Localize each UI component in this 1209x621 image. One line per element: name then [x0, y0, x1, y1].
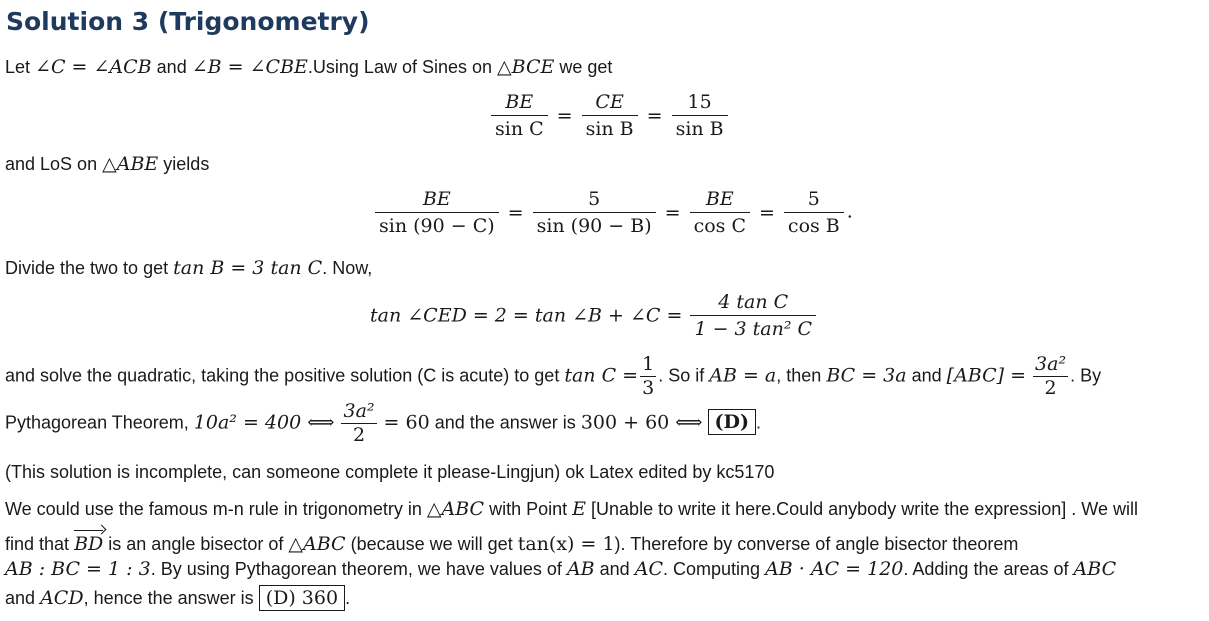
math-triangle-abc: △ABC	[426, 498, 485, 520]
math-tan-relation: tan B = 3 tan C	[173, 257, 323, 279]
text-segment: we get	[559, 57, 613, 77]
fraction: $\frac{BE}{\text{sin C}}$	[491, 89, 548, 142]
text-line-7	[5, 498, 1138, 520]
fraction: $\frac{BE}{\sin (90 - C)}$	[375, 186, 499, 239]
final-answer-box: (D) 360	[259, 585, 345, 611]
text-line-6: (This solution is incomplete, can someone complete it please-Lingjun) ok Latex edited by kc5170	[5, 462, 775, 482]
text-segment: . Computing	[662, 559, 761, 579]
text-segment: .	[345, 588, 351, 608]
answer-box: (D)	[708, 409, 756, 435]
text-segment: We could use the famous m-n rule in trigonometry in	[5, 499, 422, 519]
math-triangle-bce: △BCE	[497, 56, 555, 78]
page-title: Solution 3 (Trigonometry)	[6, 7, 370, 36]
text-segment: and solve the quadratic, taking the positive solution (C is acute) to get	[5, 365, 560, 386]
fraction: $\frac{\text{4 tan C}}{\text{1 − 3 tan² C}}$	[690, 289, 816, 342]
text-line-2	[5, 153, 209, 175]
text-segment: . Adding the areas of	[903, 559, 1069, 579]
math-triangle-abe: △ABE	[102, 153, 159, 175]
text-segment: [Unable to write it here.Could anybody write the expression] . We will	[591, 499, 1138, 519]
math-abc: ABC	[1073, 558, 1117, 580]
text-segment: yields	[163, 154, 210, 174]
text-segment: and	[599, 559, 630, 579]
math-equals-60: = 60	[383, 411, 430, 434]
math-angle-b: ∠B = ∠CBE	[191, 56, 308, 78]
math-sum: 300 + 60 ⟺	[580, 411, 703, 434]
math-pythagorean: 10a² = 400 ⟺	[193, 411, 335, 434]
equation-law-of-sines-bce: $\frac{BE}{\text{sin C}}$ = $\frac{CE}{\text{sin B}}$ = $\frac{15}{\text{sin B}}$	[488, 89, 731, 142]
text-segment: Divide the two to get	[5, 258, 169, 278]
text-segment: and LoS on	[5, 154, 98, 174]
text-line-5	[5, 400, 761, 447]
text-segment: , then	[776, 365, 822, 386]
fraction: $\frac{CE}{\text{sin B}}$	[582, 89, 638, 142]
math-product: AB · AC = 120	[765, 558, 904, 580]
math-tan-c: tan C =	[564, 364, 639, 387]
math-area-abc: [ABC] =	[946, 364, 1027, 387]
text-segment: Let	[5, 57, 31, 77]
math-triangle-abc: △ABC	[288, 533, 346, 555]
math-angle-c: ∠C = ∠ACB	[35, 56, 152, 78]
equation-tan-ced	[370, 289, 819, 342]
text-line-1	[5, 56, 612, 78]
math-ab: AB = a	[709, 364, 777, 387]
text-segment: and	[156, 57, 187, 77]
text-segment: (because we will get	[350, 534, 513, 554]
text-segment: . Now,	[322, 258, 373, 278]
math-tan-x: tan(x) = 1	[517, 533, 615, 555]
text-segment: Pythagorean Theorem,	[5, 412, 189, 433]
fraction: $\frac{\text{3a²}}{2}$	[343, 400, 375, 446]
text-segment: and	[5, 588, 36, 608]
fraction: $\frac{\text{3a²}}{2}$	[1035, 353, 1067, 399]
fraction: $\frac{5}{\sin (90 - B)}$	[533, 186, 656, 239]
fraction: $\frac{15}{\text{sin B}}$	[672, 89, 728, 142]
fraction: $\frac{BE}{\text{cos C}}$	[690, 186, 750, 239]
math-ac: AC	[634, 558, 663, 580]
text-segment: and the answer is	[434, 412, 576, 433]
text-segment: is an angle bisector of	[108, 534, 284, 554]
math-ab: AB	[566, 558, 595, 580]
text-segment: , hence the answer is	[83, 588, 254, 608]
text-segment: .Using Law of Sines on	[307, 57, 493, 77]
text-segment: .	[756, 412, 762, 433]
text-segment: . By using Pythagorean theorem, we have values of	[150, 559, 562, 579]
math-acd: ACD	[40, 587, 84, 609]
equation-law-of-sines-abe: $\frac{BE}{\sin (90 - C)}$ = $\frac{5}{\sin (90 - B)}$ = $\frac{BE}{\text{cos C}}$ = $\frac{5}{\text{cos B}}$ .	[372, 186, 853, 239]
text-segment: and	[911, 365, 942, 386]
text-line-9	[5, 558, 1116, 580]
text-segment: ). Therefore by converse of angle bisector theorem	[614, 534, 1019, 554]
text-segment: with Point	[489, 499, 568, 519]
text-segment: find that	[5, 534, 70, 554]
text-line-4	[5, 353, 1101, 400]
text-line-3	[5, 257, 372, 279]
math-expression: tan ∠CED = 2 = tan ∠B + ∠C =	[370, 304, 683, 327]
text-line-8	[5, 533, 1018, 555]
math-ratio: AB : BC = 1 : 3	[5, 558, 151, 580]
text-line-10	[5, 587, 350, 609]
math-point-e: E	[572, 498, 587, 520]
fraction: $\frac{5}{\text{cos B}}$	[784, 186, 844, 239]
math-bc: BC = 3a	[826, 364, 907, 387]
text-segment: . So if	[658, 365, 705, 386]
math-vector-bd: BD	[74, 533, 104, 555]
text-segment: . By	[1070, 365, 1102, 386]
fraction: $\frac{1}{3}$	[642, 353, 655, 399]
